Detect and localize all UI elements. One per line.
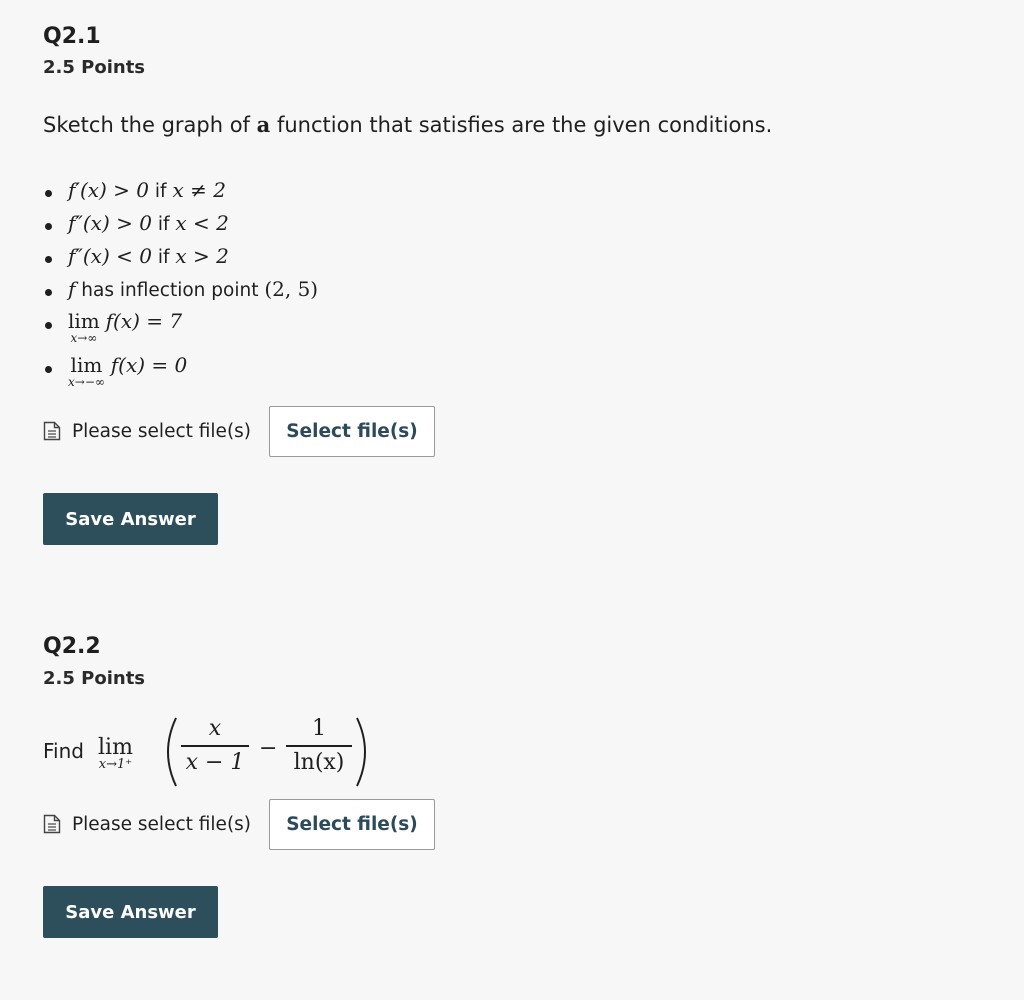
- fraction-1: [181, 716, 249, 776]
- question-points: 2.5 Points: [43, 57, 146, 78]
- lim-word: lim: [68, 309, 100, 333]
- limit-operator: [68, 310, 100, 344]
- condition-item: [43, 178, 318, 211]
- right-paren-icon: [353, 716, 377, 788]
- file-label: Please select file(s): [72, 813, 252, 835]
- question-prompt: [43, 112, 772, 138]
- condition-cond: x ≠ 2: [172, 178, 226, 202]
- condition-if: if: [157, 214, 170, 235]
- condition-if: if: [157, 247, 170, 268]
- document-icon: [43, 421, 61, 441]
- fraction-bar: [181, 745, 249, 747]
- document-icon: [43, 814, 61, 834]
- limit-expr: f(x) = 0: [110, 353, 188, 377]
- fraction-numerator: x: [208, 716, 222, 741]
- prompt-bold-a: a: [256, 112, 271, 137]
- lim-word: lim: [98, 735, 133, 760]
- select-files-button[interactable]: Select file(s): [269, 799, 435, 850]
- condition-math: f′(x) > 0: [68, 178, 150, 202]
- fraction-2: [286, 716, 352, 776]
- condition-item: [43, 211, 318, 244]
- condition-item: [43, 354, 318, 398]
- condition-cond: x > 2: [175, 244, 229, 268]
- condition-item: [43, 244, 318, 277]
- lim-subscript: x→∞: [70, 331, 98, 345]
- condition-cond: x < 2: [175, 211, 229, 235]
- question-title: Q2.1: [43, 24, 101, 49]
- file-upload-row: [43, 405, 435, 457]
- lim-subscript: x→1⁺: [98, 757, 133, 772]
- file-label: Please select file(s): [72, 420, 252, 442]
- condition-if: if: [154, 181, 167, 202]
- limit-operator: [68, 354, 105, 388]
- minus-sign: −: [259, 736, 278, 761]
- left-paren-icon: [156, 716, 180, 788]
- fraction-denominator: x − 1: [185, 749, 245, 775]
- condition-math: f″(x) > 0: [68, 211, 152, 235]
- fraction-denominator: ln(x): [293, 749, 345, 775]
- lim-word: lim: [70, 353, 103, 377]
- prompt-text: function that satisfies are the given conditions.: [276, 113, 773, 137]
- condition-text: has inflection point: [81, 280, 259, 301]
- prompt-text: Sketch the graph of: [43, 113, 250, 137]
- condition-point: (2, 5): [264, 277, 319, 301]
- condition-item: [43, 310, 318, 354]
- limit-operator: [98, 737, 133, 771]
- select-files-button[interactable]: Select file(s): [269, 406, 435, 457]
- conditions-list: [43, 178, 318, 398]
- condition-math: f″(x) < 0: [68, 244, 152, 268]
- find-word: Find: [43, 739, 84, 763]
- save-answer-button[interactable]: Save Answer: [43, 493, 218, 545]
- condition-fn: f: [68, 277, 76, 301]
- limit-expr: f(x) = 7: [105, 309, 183, 333]
- fraction-bar: [286, 745, 352, 747]
- fraction-numerator: 1: [312, 716, 326, 741]
- file-upload-row: [43, 798, 435, 850]
- lim-subscript: x→−∞: [68, 375, 105, 389]
- question-points: 2.5 Points: [43, 668, 146, 689]
- save-answer-button[interactable]: Save Answer: [43, 886, 218, 938]
- condition-item: [43, 277, 318, 310]
- question-title: Q2.2: [43, 634, 101, 659]
